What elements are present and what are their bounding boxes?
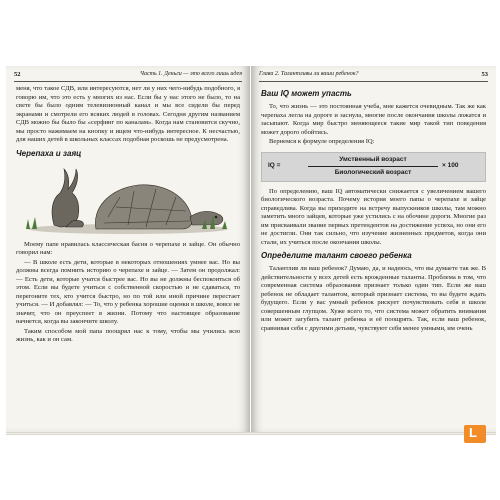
left-running-title: Часть 1. Деньги — это всего лишь идея xyxy=(139,71,242,77)
logo-letter: L xyxy=(469,425,477,440)
left-paragraph: Таким способом мой папа поощрял нас к тому, чтобы мы учились всю жизнь, как и он сам. xyxy=(16,327,240,343)
right-running-header xyxy=(259,71,488,82)
formula-denominator: Биологический возраст xyxy=(334,168,412,176)
formula-lhs: IQ = xyxy=(268,161,281,169)
right-paragraph: Вернемся к формуле определения IQ: xyxy=(269,138,375,145)
right-page xyxy=(251,66,496,432)
left-page-number: 52 xyxy=(14,71,21,78)
left-paragraph: — В школе есть дети, которые в некоторых отношениях умнее вас. Но вы должны всегда помнить историю о черепахе и зайце. — Затем он продолжал: — Есть дети, которые учатся быстрее вас. Но вы не должны беспокоиться об этом. Если вы будете учиться с собственной скоростью и не сдаваться, то перегоните тех, кто учится быстро, но по той или иной причине перестает учиться. — И добавлял: — То, что у ребенка хорошие оценки в школе, вовсе не значит, что он преуспеет в жизни. Потому что настоящее образование начнется, когда вы закончите школу. xyxy=(16,258,240,325)
left-running-header xyxy=(14,71,242,82)
section-heading-iq: Ваш IQ может упасть xyxy=(261,89,352,98)
formula-multiplier: × 100 xyxy=(442,161,459,169)
left-page xyxy=(6,66,250,432)
right-paragraph: По определению, ваш IQ автоматически снижается с увеличением вашего биологического возраста. Почему история моего папы о черепахе и зайце справедлива. Когда вы приходите на встречу выпускников школы, там можно заметить много зайцев, которые уже устились с на обочине дороги. Многие раз им присваивали звание первых претендентов на достижение успеха, но они его не достигли. Они так сильно, что изучение жизненных предметов, когда они стали, их учиться после окончания школы. xyxy=(261,187,486,246)
formula-fraction-bar xyxy=(308,166,438,167)
right-paragraph: То, что жизнь — это постоянная учеба, мне кажется очевидным. Так же как черепаха легла на дороге и заснула, многие после окончания школы ложатся и засыпают. Когда мир быстро меняющееся такие мир такой тип поведения может дорого обойтись. xyxy=(261,103,486,136)
right-page-number: 53 xyxy=(481,71,488,78)
iq-formula-box xyxy=(261,152,486,182)
left-paragraph: Моему папе нравилась классическая басня о черепахе и зайце. Он обычно говорил нам: xyxy=(16,240,240,256)
right-running-title: Глава 2. Талантливы ли ваши ребенок? xyxy=(259,71,359,77)
open-book-spread xyxy=(6,66,496,434)
section-heading-tortoise-hare: Черепаха и заяц xyxy=(16,148,82,158)
store-logo-icon xyxy=(464,425,486,443)
section-heading-talent: Определите талант своего ребенка xyxy=(261,251,412,260)
formula-numerator: Умственный возраст xyxy=(339,155,407,163)
left-text-column xyxy=(16,85,240,346)
right-paragraph: Талантлив ли ваш ребенок? Думаю, да, и надеюсь, что вы думаете так же. В действительности у всех детей есть врожденные таланты. Проблема в том, что современная система образования признает только один тип. Если же ваш ребенок не обладает талантом, который признает система, то вы будете ждать будущего. Если у вас умный ребенок рискует почувствовать себя в школе совершенным глупцом. Хуже всего то, что система может обратить внимания или может загубить талант ребенка и её поощрять. Так, если ваш ребенок, сравнивая себя с другими детьми, чувствуют себя менее умными, им очень xyxy=(261,265,486,332)
page-edges xyxy=(6,432,496,435)
left-paragraph: меня, что такое СДВ, или интересуются, нет ли у них чего-нибудь подобного, я говорю им, что это есть у многих из нас. Если бы у нас этого не было, то на свете бы было одним телевизионный канал и мы все сидели бы перед экранами и смотрели его всяких людей в головах. Сегодня другим названием СДВ можно бы было бы «серфинг по каналам». Когда нам становится скучно, мы просто нажимаем на кнопку и ищем что-нибудь интересное. К несчастью, для наших детей в школьных классах подобная роскошь не предусмотрена. xyxy=(16,85,240,143)
right-text-column xyxy=(261,85,486,334)
tortoise-hare-illustration xyxy=(16,163,240,235)
